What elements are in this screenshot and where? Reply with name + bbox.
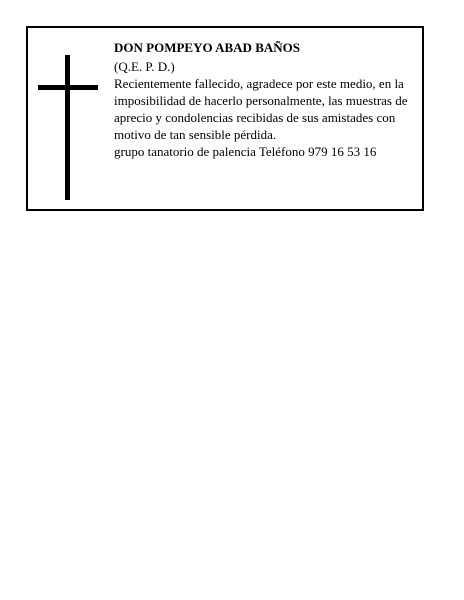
cross-horizontal-bar [38,85,98,90]
deceased-name: DON POMPEYO ABAD BAÑOS [114,40,300,55]
funeral-home-contact: grupo tanatorio de palencia Teléfono 979 16 53 16 [114,144,377,159]
cross-icon [38,55,98,200]
gratitude-message: Recientemente fallecido, agradece por este medio, en la imposibilidad de hacerlo personalmente, las muestras de aprecio y condolencias recibidas de sus amistades con motivo de tan sensible pérdida. [114,76,408,142]
cross-vertical-bar [65,55,70,200]
obituary-notice [26,26,424,211]
qepd-label: (Q.E. P. D.) [114,59,175,74]
notice-text [114,39,424,160]
